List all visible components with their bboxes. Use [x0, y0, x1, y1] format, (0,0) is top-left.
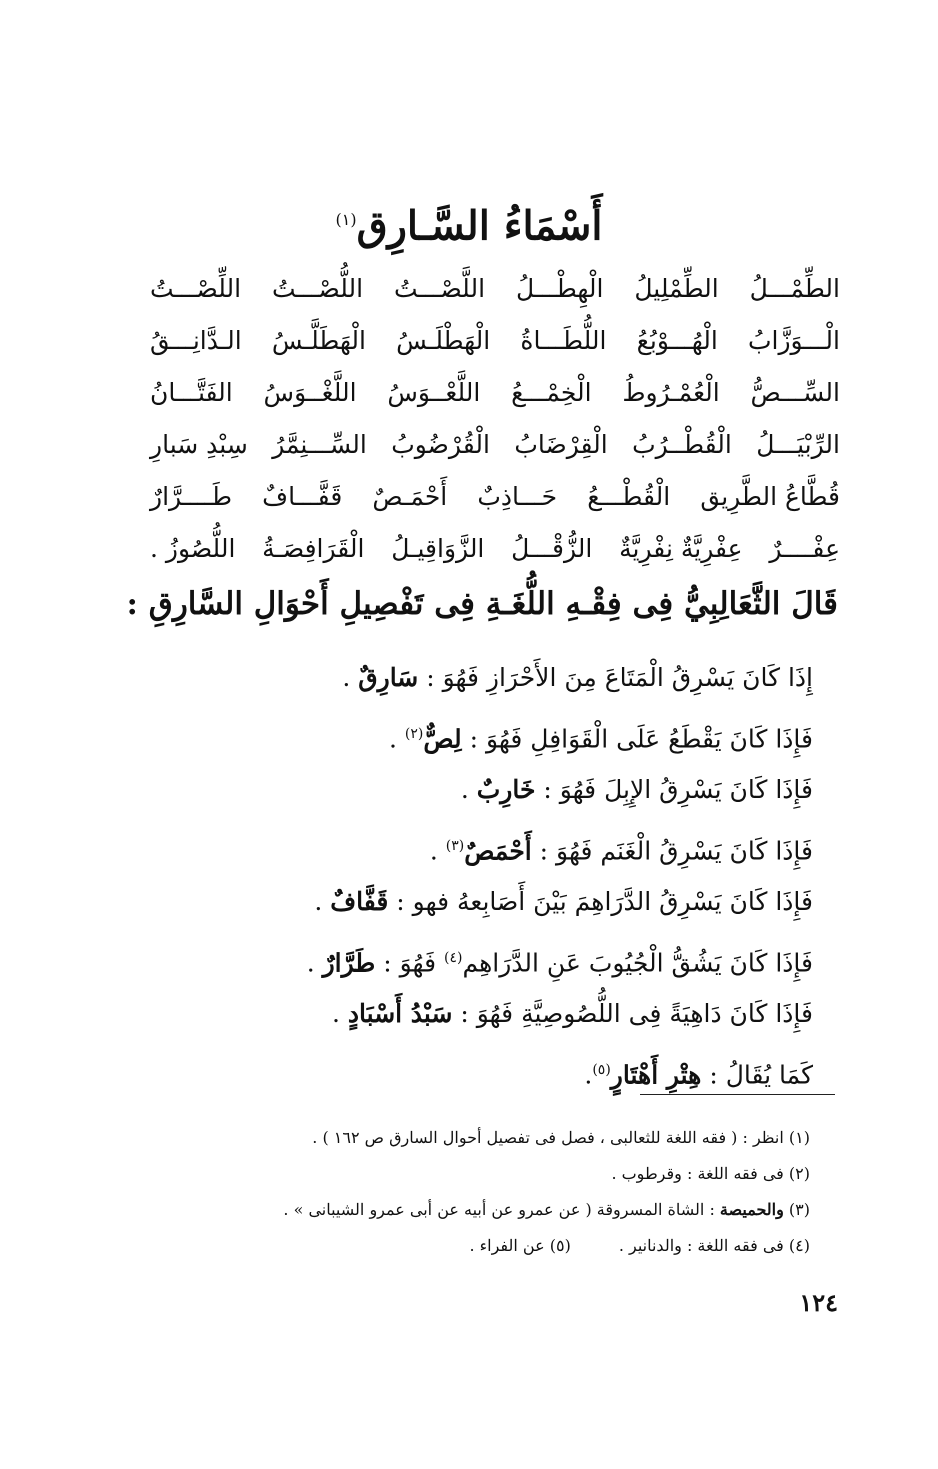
- page-number: ١٢٤: [799, 1288, 838, 1317]
- name-word: الْهِطْـــلُ: [515, 273, 604, 303]
- name-word: الْهَطْلَـسُ: [396, 325, 491, 355]
- statement-line: [173, 876, 813, 932]
- footnote-3-text: : الشاة المسروقة ( عن عمرو عن أبيه عن أبى عمرو الشيبانى » .: [283, 1200, 720, 1219]
- footnote-ref: (٢): [404, 726, 424, 742]
- footnote-3-term: والحميصة: [719, 1200, 784, 1219]
- name-word: الْقُرْضُوبُ: [391, 429, 490, 459]
- statement-text: فَإِذَا كَانَ يَشُقُّ الْجُيُوبَ عَنِ الدَّرَاهِم: [462, 948, 813, 978]
- footnotes: [110, 1120, 810, 1264]
- thief-names-grid: [150, 262, 840, 574]
- name-word: الرِّبْيَـــلُ: [756, 429, 840, 459]
- statement-end: .: [429, 836, 446, 866]
- names-row: [150, 470, 840, 522]
- name-word: السِّـــصُّ: [750, 377, 840, 407]
- statement-text: فَإِذَا كَانَ يَسْرِقُ الإِبِلَ فَهُوَ :: [535, 775, 813, 804]
- name-word: اللُّطَـــاةُ: [520, 325, 607, 355]
- statement-end: .: [306, 948, 323, 978]
- statement-text: فَإِذَا كَانَ يَسْرِقُ الدَّرَاهِمَ بَيْنَ أَصَابِعهُ فهو :: [388, 887, 813, 916]
- page-title: [0, 190, 938, 256]
- statement-term: خَارِبٌ: [476, 775, 536, 804]
- name-word: الْـــوَزَّابُ: [747, 325, 840, 355]
- statement-end: .: [342, 663, 359, 692]
- section-heading: قَالَ الثَّعَالِبِيُّ فِى فِقْـهِ اللُّغَـةِ فِى تَفْصِيلِ أَحْوَالِ السَّارِقِ :: [126, 586, 838, 622]
- statement-text: فَإِذَا كَانَ دَاهِيَةً فِى اللُّصُوصِيَّةِ فَهُوَ :: [452, 999, 813, 1028]
- name-word: الْعُمْـرُوطُ: [622, 377, 720, 407]
- names-row: [150, 314, 840, 366]
- statement-term: طَرَّارٌ: [322, 948, 376, 978]
- footnote-ref: (٥): [592, 1062, 611, 1078]
- statement-line: [173, 932, 813, 988]
- statement-text: فَإِذَا كَانَ يَسْرِقُ الْغَنَم فَهُوَ :: [531, 836, 813, 866]
- name-word: الـدَّانِـــقُ: [150, 325, 242, 355]
- statement-end: .: [314, 887, 331, 916]
- name-word: الْهَطَلَّـسُ: [271, 325, 366, 355]
- statement-line: [173, 988, 813, 1044]
- footnote-1: (١) انظر : ( فقه اللغة للثعالبى ، فصل فى تفصيل أحوال السارق ص ١٦٢ ) .: [312, 1128, 810, 1147]
- name-word: الْقَرَافِصَـةُ: [262, 533, 365, 563]
- name-word: عِفْرِيَّةٌ نِفْرِيَّةٌ: [619, 533, 743, 563]
- name-word: السِّـــنِمَّرُ: [272, 429, 367, 459]
- name-word: الْخِمْـــعُ: [511, 377, 592, 407]
- statement-text: كَمَا يُقَالُ :: [701, 1060, 813, 1090]
- footnote-3: [110, 1192, 810, 1228]
- name-word: الْهُـــوْبُعُ: [636, 325, 718, 355]
- footnote-4: (٤) فى فقه اللغة : والدنانير .: [618, 1236, 810, 1255]
- name-word: قَفَّـــافٌ: [262, 481, 343, 511]
- statement-line: [173, 1044, 813, 1100]
- statement-end: .: [584, 1060, 593, 1090]
- statement-line: [173, 764, 813, 820]
- footnote-ref: (٤): [443, 950, 463, 966]
- name-word: حَـــاذِبٌ: [477, 481, 558, 511]
- statement-term: أَحْمَصٌ: [464, 836, 532, 866]
- statement-line: [173, 652, 813, 708]
- footnote-4-5: [110, 1228, 810, 1264]
- statement-text: فَإِذَا كَانَ يَقْطَعُ عَلَى الْقَوَافِلِ فَهُوَ :: [461, 724, 813, 754]
- names-row: [150, 418, 840, 470]
- statement-line: [173, 708, 813, 764]
- footnote-3-label: (٣): [783, 1200, 810, 1219]
- title-text: أَسْمَاءُ السَّـارِق: [356, 202, 603, 250]
- name-word: اللُّصْـــتُ: [272, 273, 364, 303]
- names-row: [150, 366, 840, 418]
- name-word: الطِّمْـــلُ: [749, 273, 840, 303]
- statement-end: .: [460, 775, 477, 804]
- name-word: طَــــرَّارٌ: [150, 481, 233, 511]
- footnote-ref: (٣): [445, 838, 465, 854]
- name-word: اللَّعْــوَسُ: [387, 377, 481, 407]
- name-word: أَحْمَـصٌ: [372, 481, 448, 511]
- name-word: قُطَّاعُ الطَّرِيق: [700, 481, 840, 511]
- name-word: اللَّصْـــتُ: [393, 273, 486, 303]
- statement-text: فَهُوَ :: [375, 948, 444, 978]
- footnote-separator: [640, 1094, 835, 1095]
- names-row: [150, 262, 840, 314]
- name-word: اللَّغْــوَسُ: [263, 377, 357, 407]
- statement-end: .: [332, 999, 348, 1028]
- name-word: عِفْــــرٌ: [769, 533, 840, 563]
- statement-term: لِصٌّ: [423, 724, 462, 754]
- name-word: الطِّمْلِيلُ: [634, 273, 719, 303]
- title-footnote-ref: (١): [335, 210, 357, 229]
- name-word: الزَّوَاقِيـلُ: [391, 533, 485, 563]
- name-word: اللُّصُوزُ .: [150, 533, 236, 563]
- statement-text: إِذَا كَانَ يَسْرِقُ الْمَتَاعَ مِنَ الأَحْرَازِ فَهُوَ :: [418, 663, 813, 692]
- statement-end: .: [389, 724, 405, 754]
- statement-line: [173, 820, 813, 876]
- statement-term: قَفَّافٌ: [330, 887, 389, 916]
- footnote-2: (٢) فى فقه اللغة : وقرطوب .: [611, 1164, 810, 1183]
- statements-list: [173, 652, 813, 1100]
- name-word: الْقِرْضَابُ: [514, 429, 608, 459]
- names-row: [150, 522, 840, 574]
- statement-term: سَارِقٌ: [358, 663, 419, 692]
- name-word: الزُّقْـــلُ: [511, 533, 593, 563]
- statement-term: سَبْدُ أَسْبَادٍ: [347, 999, 453, 1028]
- name-word: الْقُطْـــعُ: [587, 481, 671, 511]
- name-word: اللِّصْـــتُ: [150, 273, 242, 303]
- name-word: الفَتَّـــانُ: [150, 377, 233, 407]
- footnote-5: (٥) عن الفراء .: [469, 1236, 571, 1255]
- name-word: سِبْدِ سَبارِ: [150, 429, 248, 459]
- name-word: الْقُطْــرُبُ: [632, 429, 732, 459]
- statement-term: هِتْرِ أَهْتَارٍ: [610, 1060, 702, 1090]
